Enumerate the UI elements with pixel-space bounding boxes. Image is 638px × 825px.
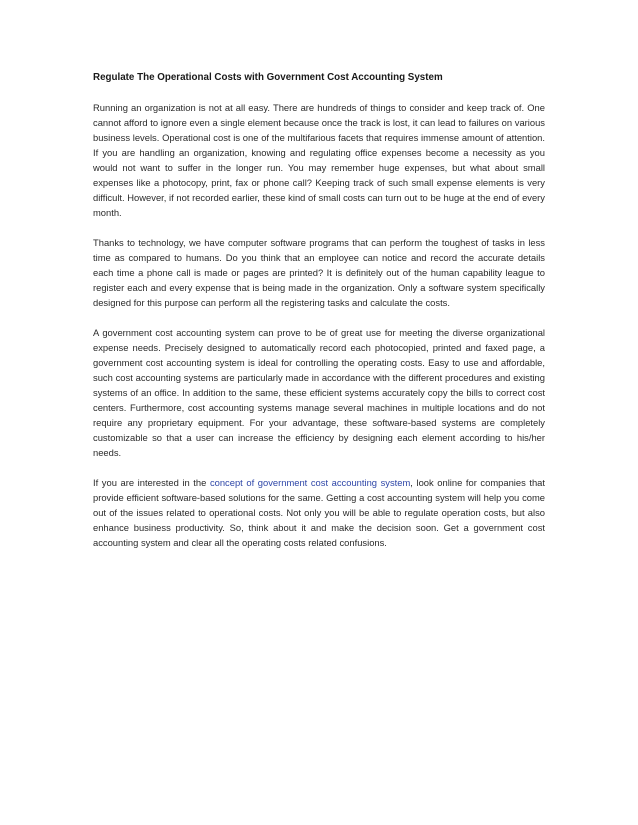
paragraph-4-text-after-link: , look online for companies that provide efficient software-based solutions for the same. Getting a cost accounting system will help you come out of the issues related to operational costs. Not only you will be able to regulate operation costs, but also enhance business productivity. So, think about it and make the decision soon. Get a government cost accounting system and clear all the operating costs related confusions.: [93, 477, 545, 548]
paragraph-3: A government cost accounting system can prove to be of great use for meeting the diverse organizational expense needs. Precisely designed to automatically record each photocopied, printed and faxed page, a government cost accounting system is ideal for controlling the operating costs. Easy to use and affordable, such cost accounting systems are particularly made in accordance with the different procedures and existing systems of an office. In addition to the same, these efficient systems accurately copy the bills to correct cost centers. Furthermore, cost accounting systems manage several machines in multiple locations and do not require any proprietary equipment. For your advantage, these software-based systems are completely customizable so that a user can increase the efficiency by designing each element according to his/her needs.: [93, 327, 545, 458]
concept-link[interactable]: concept of government cost accounting system: [209, 477, 411, 488]
paragraph-1: Running an organization is not at all easy. There are hundreds of things to consider and keep track of. One cannot afford to ignore even a single element because once the track is lost, it can lead to failures on various business levels. Operational cost is one of the multifarious facets that requires immense amount of attention. If you are handling an organization, knowing and regulating office expenses become a necessity as you would not want to suffer in the longer run. You may remember huge expenses, but what about small expenses like a photocopy, print, fax or phone call? Keeping track of such small expense elements is very difficult. However, if not recorded earlier, these kind of small costs can turn out to be huge at the end of every month.: [93, 102, 545, 218]
paragraph-4-text-before-link: If you are interested in the: [93, 477, 210, 488]
document-body: [93, 70, 545, 565]
paragraph-2: Thanks to technology, we have computer software programs that can perform the toughest of tasks in less time as compared to humans. Do you think that an employee can notice and record the accurate details each time a phone call is made or pages are printed? It is definitely out of the human capability league to register each and every expense that is being made in the organization. Only a software system specifically designed for this purpose can perform all the registering tasks and calculate the costs.: [93, 237, 545, 308]
paragraph-4: [93, 475, 545, 550]
document-title: Regulate The Operational Costs with Government Cost Accounting System: [93, 72, 443, 83]
